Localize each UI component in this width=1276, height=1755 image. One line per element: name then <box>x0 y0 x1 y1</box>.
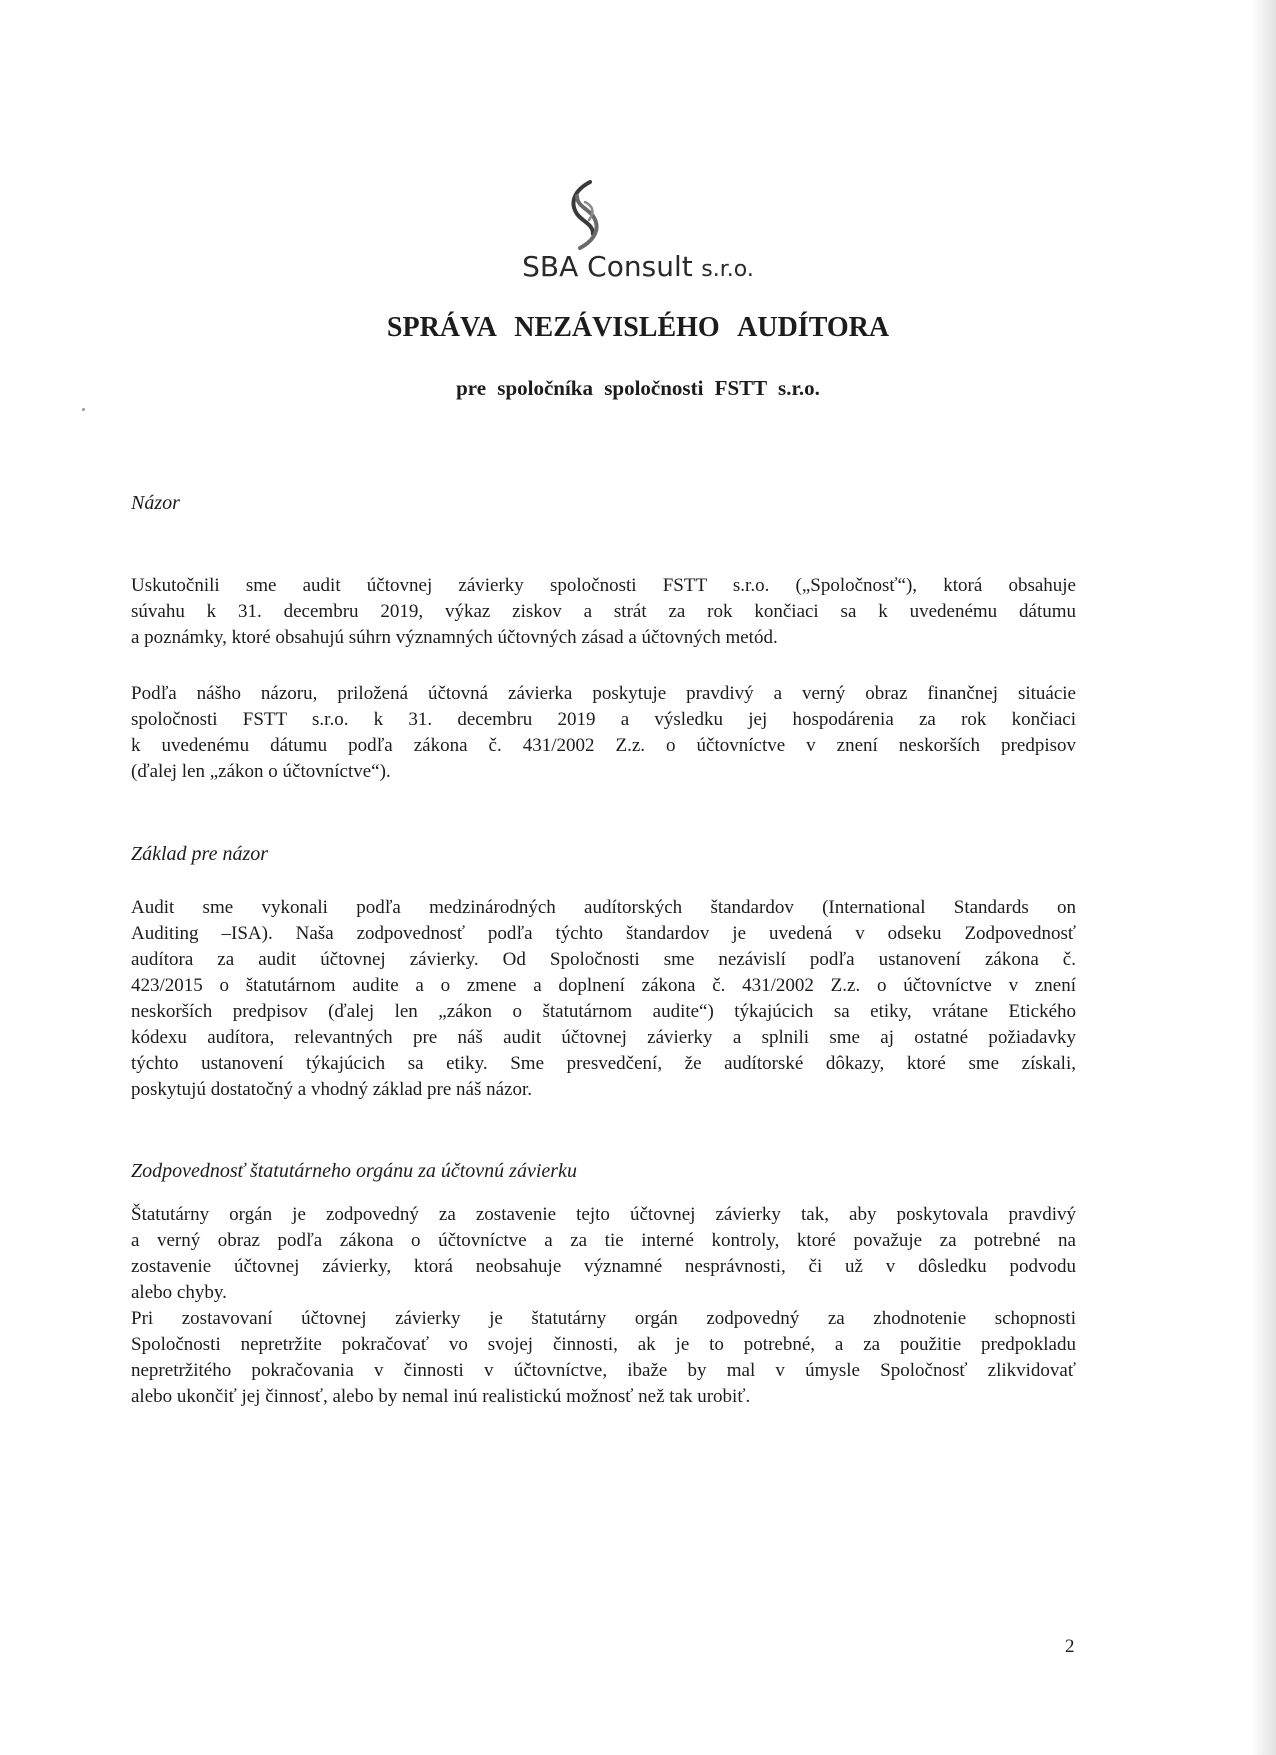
paragraph-line: súvahu k 31. decembru 2019, výkaz ziskov a strát za rok končiaci sa k uvedenému dátumu <box>131 601 1076 622</box>
paragraph-line: Pri zostavovaní účtovnej závierky je štatutárny orgán zodpovedný za zhodnotenie schopnosti <box>131 1308 1076 1329</box>
paragraph-line: týchto ustanovení týkajúcich sa etiky. Sme presvedčení, že audítorské dôkazy, ktoré sme získali, <box>131 1053 1076 1074</box>
paragraph-line: neskorších predpisov (ďalej len „zákon o štatutárnom audite“) týkajúcich sa etiky, vrátane Etického <box>131 1001 1076 1022</box>
paragraph-line: Podľa nášho názoru, priložená účtovná závierka poskytuje pravdivý a verný obraz finančnej situácie <box>131 683 1076 704</box>
paragraph-line: kódexu audítora, relevantných pre náš audit účtovnej závierky a splnili sme aj ostatné požiadavky <box>131 1027 1076 1048</box>
scan-speck <box>82 408 85 411</box>
page-number: 2 <box>1065 1636 1075 1657</box>
paragraph-line: Audit sme vykonali podľa medzinárodných audítorských štandardov (International Standards on <box>131 897 1076 918</box>
paragraph-line: a poznámky, ktoré obsahujú súhrn významných účtovných zásad a účtovných metód. <box>131 627 778 648</box>
paragraph-line: Auditing –ISA). Naša zodpovednosť podľa týchto štandardov je uvedená v odseku Zodpovednosť <box>131 923 1076 944</box>
paragraph-line: zostavenie účtovnej závierky, ktorá neobsahuje významné nesprávnosti, či už v dôsledku podvodu <box>131 1256 1076 1277</box>
paragraph-line: Štatutárny orgán je zodpovedný za zostavenie tejto účtovnej závierky tak, aby poskytovala pravdivý <box>131 1204 1076 1225</box>
paragraph-line: alebo chyby. <box>131 1282 227 1303</box>
opinion-heading: Názor <box>131 492 180 514</box>
paragraph-line: spoločnosti FSTT s.r.o. k 31. decembru 2019 a výsledku jej hospodárenia za rok končiaci <box>131 709 1076 730</box>
paragraph-line: Uskutočnili sme audit účtovnej závierky spoločnosti FSTT s.r.o. („Spoločnosť“), ktorá obsahuje <box>131 575 1076 596</box>
paragraph-line: k uvedenému dátumu podľa zákona č. 431/2002 Z.z. o účtovníctve v znení neskorších predpisov <box>131 735 1076 756</box>
paragraph-line: 423/2015 o štatutárnom audite a o zmene a doplnení zákona č. 431/2002 Z.z. o účtovníctve v znení <box>131 975 1076 996</box>
company-legal-suffix: s.r.o. <box>701 257 754 282</box>
report-title: SPRÁVA NEZÁVISLÉHO AUDÍTORA <box>386 312 890 343</box>
basis-paragraph <box>131 895 1076 1103</box>
paragraph-line: poskytujú dostatočný a vhodný základ pre náš názor. <box>131 1079 533 1100</box>
responsibility-heading: Zodpovednosť štatutárneho orgánu za účtovnú závierku <box>131 1160 577 1182</box>
paragraph-line: alebo ukončiť jej činnosť, alebo by nemal inú realistickú možnosť než tak urobiť. <box>131 1386 751 1407</box>
company-name: SBA Consult <box>522 250 693 283</box>
responsibility-paragraph <box>131 1202 1076 1410</box>
paragraph-line: audítora za audit účtovnej závierky. Od Spoločnosti sme nezávislí podľa ustanovení zákona č. <box>131 949 1076 970</box>
paragraph-line: a verný obraz podľa zákona o účtovníctve a za tie interné kontroly, ktoré považuje za potrebné na <box>131 1230 1076 1251</box>
paragraph-line: Spoločnosti nepretržite pokračovať vo svojej činnosti, ak je to potrebné, a za použitie predpokladu <box>131 1334 1076 1355</box>
paragraph-line: (ďalej len „zákon o účtovníctve“). <box>131 761 391 782</box>
report-subtitle: pre spoločníka spoločnosti FSTT s.r.o. <box>456 376 820 400</box>
sba-swirl-logo-icon <box>563 180 607 250</box>
opinion-paragraph-2 <box>131 681 1076 785</box>
basis-heading: Základ pre názor <box>131 843 269 865</box>
opinion-paragraph-1 <box>131 573 1076 651</box>
paragraph-line: nepretržitého pokračovania v činnosti v účtovníctve, ibaže by mal v úmysle Spoločnosť zlikvidovať <box>131 1360 1076 1381</box>
company-logo-text <box>0 250 1276 283</box>
